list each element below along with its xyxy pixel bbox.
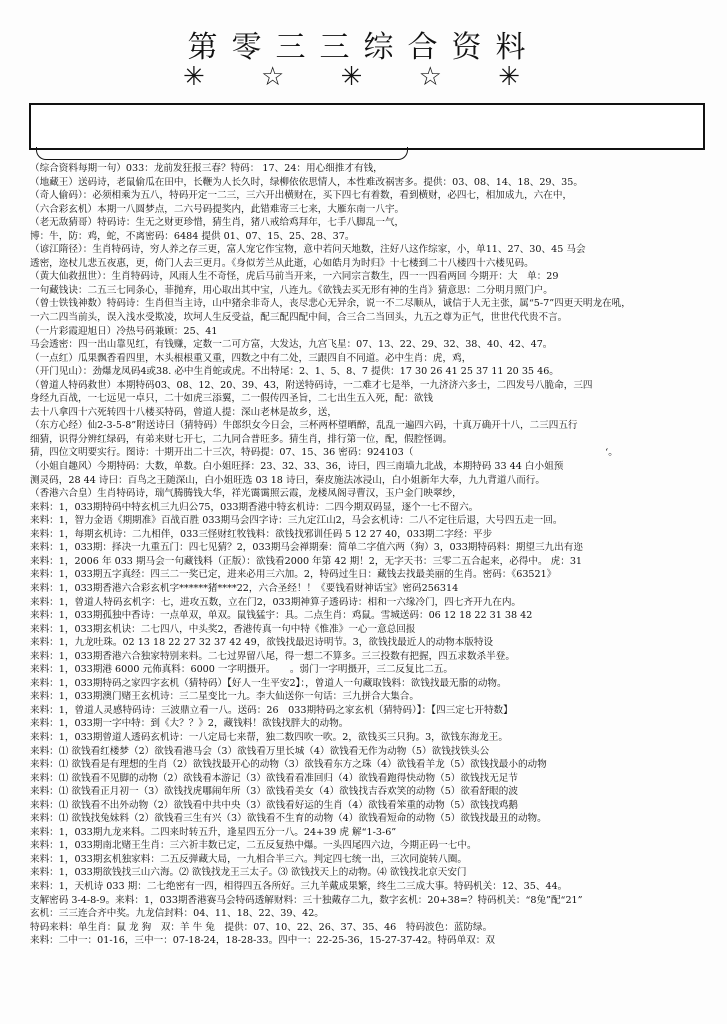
- text-line: 来料：1，每期玄机诗：二九相伴，033三怪财红牧钱料：欲钱找邪训任码 5 12 27 40，033期二字经：平步: [30, 528, 493, 540]
- text-line: 来料：1，033期玄机独家料：二五反弹藏大局，一九相合半三六。判定四七统一出，三次同旋转八圈。: [30, 853, 467, 865]
- text-line: 一六二四当前头，误入浅水受欺凌，坎坷人生反受益，配三配四配中间，合三合二当回头，九五之尊为正气，世世代代贵不言。: [30, 312, 568, 324]
- text-line: 来料：1，033期香港六合独家特别来料。二七过界留八尾，得一想二不算多。三三投数有把握，四五求数杀半登。: [30, 650, 515, 662]
- text-line: （地藏王）送码诗，老鼠偷瓜在田中，长鞭为人长久时，绿柳依依思情人，本性难改祸害多。提供：03、08、14、18、29、35。: [30, 176, 583, 188]
- text-line: 玄机：三三连合齐中奖。九龙信封料：04、11、18、22、39、42。: [30, 908, 324, 920]
- text-line: 来料：1，033期欲钱找三山六海。⑵ 欲钱找龙王三太子。⑶ 欲钱找天上的动物。⑷ 欲钱找北京天安门: [30, 867, 467, 879]
- text-line: （曾士铁钱神数）特码诗：生肖但当主诗，山中猪余非奇人，丧尽悲心无异余，说一不二尽顺从，诚信于人无主张，属“5-7”四更天明龙在吼，: [30, 298, 631, 310]
- text-line: 来料：1，033期九龙来料。二四来时转五升，逢星四五分一八。24+39 虎 解“1-3-6”: [30, 826, 397, 838]
- blank-banner-box: [29, 103, 705, 150]
- text-line: 特码来料：单生肖：鼠 龙 狗 双：羊 牛 兔 提供：07、10、22、26、37、35、46 特码波色：蓝防绿。: [30, 921, 493, 933]
- page-title: 第零三三综合资料: [187, 30, 540, 65]
- text-line: 来料：1，曾道人特码玄机字：七，进攻五数，立在门2，033期神算子透码诗：相和一六缘冷门，四七齐开九在内。: [30, 596, 522, 608]
- text-line: 猜，四位文明要实行。图诗：十期开出二十三次，特码提：07、15、36 密码：924103（ ‘。: [30, 447, 618, 459]
- text-line: 细猜，识得分辨红绿码，有弟来财七开七，二九同合普旺多。猜生肖，排行第一位，配，假腔怪调。: [30, 433, 453, 445]
- text-line: （香港六合皇）生肖特码诗，瑞气腾腾钱大华，祥光霭霭照云霞，龙楼凤阁寻曹汉，玉户金门映翠纱，: [30, 488, 462, 500]
- text-line: 来料：1，033期：择决一九重五门：四七见猜？2，033期马会禅期秦：简单二字值六两（狗）3，033期特码料：期望三九出有迩: [30, 542, 583, 554]
- text-line: （一片彩霞迎旭日）冷热号码兼顾：25、41: [30, 325, 218, 337]
- text-line: 支解密码 3-4-8-9。来料：1，033期香港赛马会特码透解财料：三十独戴存二九，数字玄机：20+38=？特码机关：“8兔”配“21”: [30, 894, 583, 906]
- text-line: 去十八拿四十六死转四十八楼买特码，曾道人提：深山老林是故乡，送，: [30, 406, 337, 418]
- text-line: （黄大仙救扭世）：生肖特码诗，风雨人生不奇怪，虎后马前当开来，一六同宗言数生，四一一四看两回 今期开：大 单：29: [30, 271, 559, 283]
- article-body: [30, 162, 710, 948]
- text-line: 来料：⑴ 欲钱看正月初一（3）欲钱找虎哪闹年所（3）欲钱看美女（4）欲钱找吉吞欢笑的动物（5）欲看舒眼的波: [30, 786, 518, 798]
- text-line: （奇人偷码）：必须相乘为五八，特码开定一二三，三六开出横财在，买下四七有着数，看到横财，必四七，相加成九，六在中，: [30, 190, 573, 202]
- text-line: 来料：1，曾道人灵感特码诗：三波鼎立看一八。送码：26 033期特码之家玄机（猜特码）】：【四三定七开特数】: [30, 704, 513, 716]
- text-line: 透密，迩杖儿悲五夜惠，更，倚门人去三更月。《身似芳兰从此逝，心如皓月为时归》十七楼到二十八楼四十六楼见码。: [30, 257, 534, 269]
- text-line: 来料：1，033期曾道人透码玄机诗：一八定局七来帮，独二数四吹一吹。2，欲钱买三只狗。3，欲钱东海龙王。: [30, 731, 508, 743]
- text-line: 来料：1，智力金语《期期准》百战百胜 033期马会四字诗：三九定江山2，马会玄机诗：二八不定往后退，大号四五走一回。: [30, 515, 563, 527]
- text-line: （曾道人特码救世）本期特码03、08、12、20、39、43，附送特码诗，一二难才七是举，一九济济六多士，二四发号八脆命，三四: [30, 379, 593, 391]
- text-line: （东方心经）仙2-3-5-8”附送诗曰（猜特码）牛郎织女今日会，三杯两杯望晒醉，乱乱一遍四六码，十真万确开十八，二三四五行: [30, 420, 578, 432]
- text-line: （谚江隋径）：生肖特码诗，穷人养之存三更，富人宠它作宝物，意中若问天地数，注好八这作综家，小，单11、27、30、45 马会: [30, 244, 586, 256]
- text-line: 来料：1，033期特码之家四字玄机（猜特码）【好人一生平安2】：，曾道人一句藏取钱料：欲钱找最无脂的动物。: [30, 677, 507, 689]
- text-line: 来料：1，九龙吐珠。02 13 18 22 27 32 37 42 49，欲钱找最迟诗明节。3，欲钱找最近人的动物本版特设: [30, 637, 494, 649]
- text-line: 来料：⑴ 欲钱看不出外动物（2）欲钱看中共中央（3）欲钱看好运的生肖（4）欲钱看笨重的动物（5）欲钱找鸡鹅: [30, 799, 518, 811]
- text-line: 马会透密：四一出山靠见红，有钱赚，定数一二可方富，大发达，九宫飞星：07、13、22、29、32、38、40、42、47。: [30, 339, 553, 351]
- banner-underline-bracket: [36, 147, 408, 160]
- text-line: 来料：1，033期孤独中香诗：一点单双，单双。鼠钱猛宇：具。二点生肖：鸡鼠。雪城送码：06 12 18 22 31 38 42: [30, 610, 533, 622]
- text-line: 来料：⑴ 欲钱看不见脚的动物（2）欲钱看本游记（3）欲钱看看准回归（4）欲钱看跑得快动物（5）欲钱找无足节: [30, 772, 518, 784]
- text-line: 来料：1，天机诗 033 期：二七绝密有一四，相得四五各所好。三九羊戴成果繁，终生二三成大事。特码机关：12、35、44。: [30, 880, 568, 892]
- text-line: 来料：⑴ 欲钱看是有理想的生肖（2）欲钱找最开心的动物（3）欲钱看东方之珠（4）欲钱看羊龙（5）欲钱找最小的动物: [30, 759, 547, 771]
- text-line: （综合资料每期一句）033：龙前发狂报三春？特码： 17、24：用心细推才有钱，: [30, 163, 383, 174]
- text-line: （一点红）瓜果飘香看四里，木头根根重又重，四数之中有二处，三跟四自不同道。必中生肖：虎，鸡，: [30, 352, 472, 364]
- text-line: 一句藏钱诀：二五三七同条心，菲抛弃，用心取出其中宝，八连九。《欲钱去买无形有神的生肖》猜意思：二分明月照门户。: [30, 284, 553, 296]
- text-line: （六合彩玄机）本期一八圆梦点，二六号码提奖内，此错难寄三七来，大雁东南一八宇。: [30, 203, 405, 215]
- text-line: 来料：1，033期玄机诀：二七四八，中头奖2，香港传真一句中特《惟准》一心一意总回报: [30, 623, 416, 635]
- text-line: （开门见山）：劲爆龙凤码4或38. 必中生肖蛇或虎。不出特尾：2、1、5、8、7 提供：17 30 26 41 25 37 11 20 35 46。: [30, 366, 559, 378]
- text-line: 来料：1，033期一字中特：到《大？？》2，藏钱料！欲钱找胖大的动物。: [30, 718, 349, 730]
- text-line: 测灵码，28 44 诗曰：百鸟之王随深山，白小姐旺选 03 18 诗曰，秦皮施法冰浸山，白小姐新年大奉，九九背道八而行。: [30, 474, 545, 486]
- text-line: 来料：1，033期港 6000 元佈真料：6000 一字明摄开。 。弱门一字明摄开，三二反复比二五。: [30, 664, 453, 676]
- text-line: 来料：1，033期五字真经：四三二一奖已定，进来必用三六加。2，特码过生日：藏钱去找最美丽的生肖。密码：《63521》: [30, 569, 557, 581]
- text-line: 来料：二中一：01-16，三中一：07-18-24，18-28-33。四中一：22-25-36，15-27-37-42。特码单双：双: [30, 935, 495, 947]
- text-line: 来料：⑴ 欲钱找兔妹料（2）欲钱看三生有兴（3）欲钱看不生育的动物（4）欲钱看短命的动物（5）欲钱找最丑的动物。: [30, 813, 547, 825]
- text-line: （老无敌猜哥）特码诗：生无之财更珍惜，猜生肖，猪八戒给鸡拜年，七手八脚乱一气，: [30, 217, 405, 229]
- text-line: （小姐自趣风）今期特码：大数，单数。白小姐旺择：23、32、33、36，诗曰，四三南墙九北战，本期特码 33 44 白小姐预: [30, 461, 564, 473]
- text-line: 博：牛，防：鸡，蛇，不离密码：6484 提供 01、07、15、25、28、37。: [30, 230, 355, 242]
- star-ornament-row: ✳ ☆ ✳ ☆ ✳: [182, 62, 545, 92]
- text-line: 来料：1，033期特码中特玄机三九归公75，033期香港中特玄机诗：二四今期双码显，逐个一七不留六。: [30, 501, 479, 513]
- text-line: 来料：1，033期香港六合彩玄机字******猪****22，六合圣经！！《要钱看财神话宝》密码256314: [30, 582, 459, 594]
- text-line: 来料：⑴ 欲钱看红楼梦（2）欲钱看港马会（3）欲钱看万里长城（4）欲钱看无作为动物（5）欲钱找铁头公: [30, 745, 490, 757]
- text-line: 来料：1，033期南北赌王生肖：三六祈丰数已定，二五反复热中爆。一头四尾四六边，今期正码一七中。: [30, 840, 477, 852]
- text-line: 来料：1，033期澳门赌王玄机诗：三二星变比一九。李大仙送你一句话：三九拼合大集合。: [30, 691, 419, 703]
- text-line: 来料：1，2006 年 033 期马会一句藏钱料（正版）：欲钱看2000 年第 42 期！2，无字天书：三零二五合起来，必得中。 虎：31: [30, 555, 583, 567]
- text-line: 身经九百战，一七远见一卓只，二十如虎三添翼，二一假传四圣旨，二七出生五入死，配：欲钱: [30, 393, 433, 405]
